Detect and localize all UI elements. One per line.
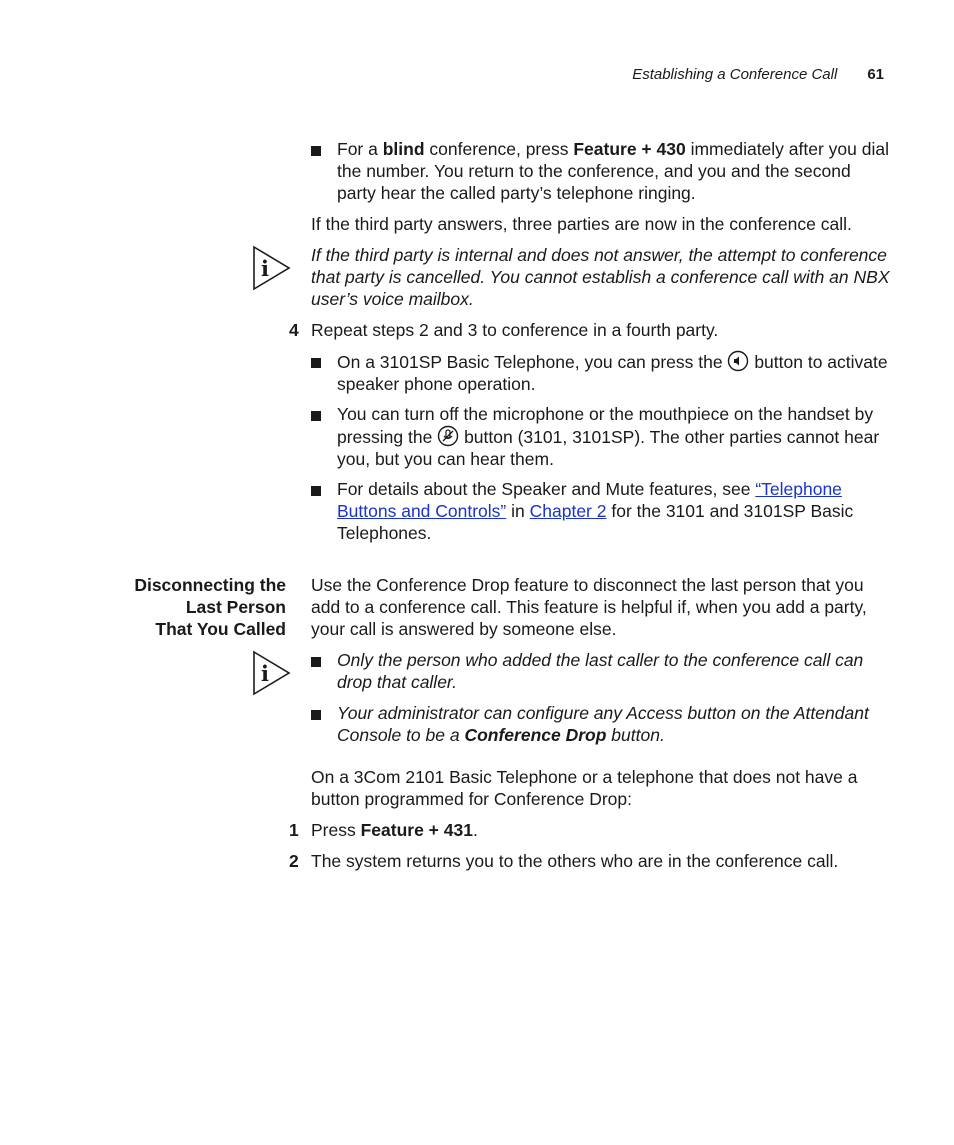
speaker-button-icon xyxy=(727,350,749,372)
list-item: For details about the Speaker and Mute features, see “Telephone Buttons and Controls” in Chapter 2 for the 3101 and 3101SP Basic Telephones. xyxy=(337,479,854,543)
step-text: Press Feature + 431. xyxy=(311,820,478,840)
list-item: On a 3101SP Basic Telephone, you can press the button to activate speaker phone operation. xyxy=(337,352,888,394)
step-number: 1 xyxy=(289,820,299,840)
note-list-item: Only the person who added the last caller to the conference call can drop that caller. xyxy=(337,650,864,692)
bullet-marker xyxy=(311,358,321,368)
note-text: If the third party is internal and does not answer, the attempt to conference that party is cancelled. You cannot establish a conference call with an NBX user’s voice mailbox. xyxy=(311,245,890,309)
list-item: For a blind conference, press Feature + 430 immediately after you dial the number. You return to the conference, and you and the second party hear the called party’s telephone ringing. xyxy=(337,139,889,203)
running-header xyxy=(632,66,884,83)
bullet-marker xyxy=(311,411,321,421)
step-text: Repeat steps 2 and 3 to conference in a fourth party. xyxy=(311,320,719,340)
header-title: Establishing a Conference Call xyxy=(632,66,838,83)
bullet-marker xyxy=(311,486,321,496)
info-note-icon xyxy=(252,245,292,291)
bullet-marker xyxy=(311,657,321,667)
mute-button-icon xyxy=(437,425,459,447)
paragraph: On a 3Com 2101 Basic Telephone or a telephone that does not have a button programmed for Conference Drop: xyxy=(311,767,858,809)
paragraph: If the third party answers, three parties are now in the conference call. xyxy=(311,214,852,234)
svg-text:i: i xyxy=(261,256,269,281)
bullet-marker xyxy=(311,146,321,156)
info-note-icon xyxy=(252,650,292,696)
step-number: 2 xyxy=(289,851,299,871)
bullet-marker xyxy=(311,710,321,720)
list-item: You can turn off the microphone or the mouthpiece on the handset by pressing the button (3101, 3101SP). The other parties cannot hear you, but you can hear them. xyxy=(337,404,880,469)
page-number: 61 xyxy=(867,66,884,83)
section-heading: Disconnecting the Last Person That You Called xyxy=(134,575,286,639)
note-list-item: Your administrator can configure any Access button on the Attendant Console to be a Conference Drop button. xyxy=(337,703,869,745)
chapter-2-link[interactable]: Chapter 2 xyxy=(529,501,607,521)
telephone-buttons-link[interactable]: “Telephone Buttons and Controls” xyxy=(337,479,842,521)
svg-text:i: i xyxy=(261,661,269,686)
step-number: 4 xyxy=(289,320,299,340)
section-intro: Use the Conference Drop feature to disconnect the last person that you add to a conference call. This feature is helpful if, when you add a party, your call is answered by someone else. xyxy=(311,575,867,639)
step-text: The system returns you to the others who are in the conference call. xyxy=(311,851,839,871)
